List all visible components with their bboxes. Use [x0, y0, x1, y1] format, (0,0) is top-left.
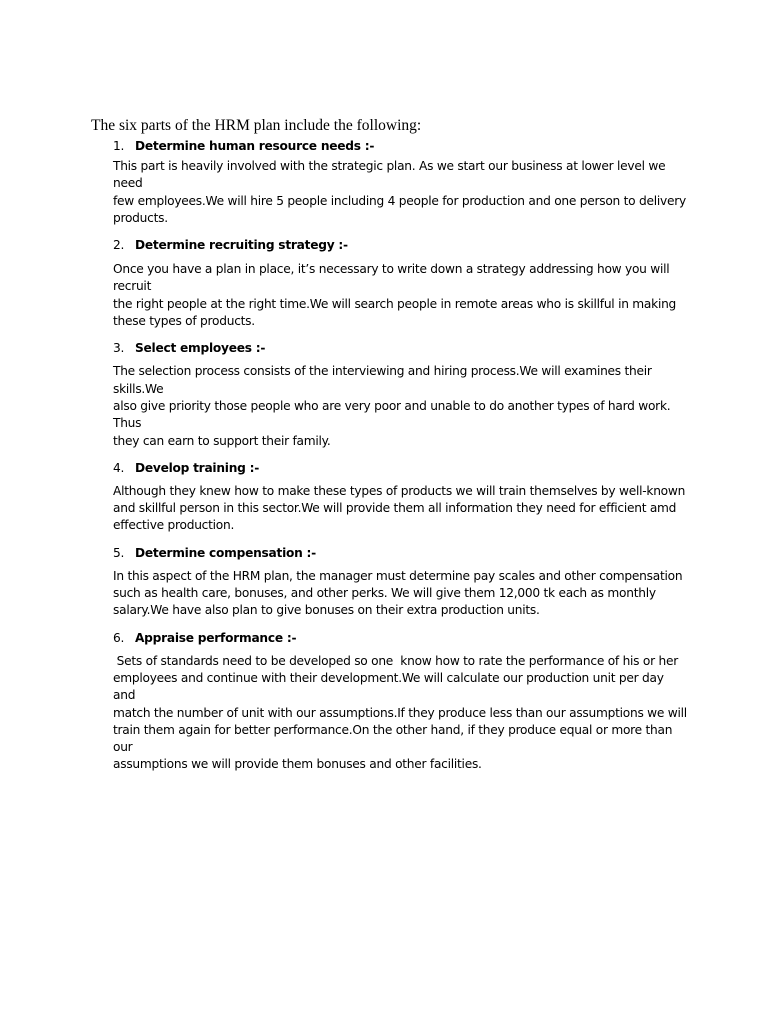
section-appraise-performance [113, 630, 688, 774]
section-body: Once you have a plan in place, it’s necessary to write down a strategy addressing how you will recruit the right people at the right time.We will search people in remote areas who is skillful in making these types of products. [113, 262, 677, 329]
section-heading [113, 340, 688, 357]
section-human-resource-needs [113, 138, 688, 227]
section-select-employees [113, 340, 688, 449]
section-number: 3. [113, 341, 125, 356]
section-heading [113, 237, 688, 254]
section-body: Sets of standards need to be developed so one know how to rate the performance of his or her employees and continue with their development.We will calculate our production unit per day and match the number of unit with our assumptions.If they produce less than our assumptions we will train them again for better performance.On the other hand, if they produce equal or more than our assumptions we will provide them bonuses and other facilities. [113, 653, 687, 772]
section-heading [113, 545, 688, 562]
section-title: Determine compensation :- [135, 545, 316, 560]
section-body: This part is heavily involved with the strategic plan. As we start our business at lower level we need few employees.We will hire 5 people including 4 people for production and one person to delivery products. [113, 159, 686, 225]
section-heading [113, 460, 688, 477]
section-title: Select employees :- [135, 341, 266, 356]
section-list [113, 138, 688, 784]
section-recruiting-strategy [113, 237, 688, 330]
section-determine-compensation [113, 545, 688, 620]
section-number: 6. [113, 630, 125, 645]
section-body: In this aspect of the HRM plan, the manager must determine pay scales and other compensation such as health care, bonuses, and other perks. We will give them 12,000 tk each as monthly salary.We have also plan to give bonuses on their extra production units. [113, 568, 683, 618]
section-title: Develop training :- [135, 460, 260, 475]
intro-heading: The six parts of the HRM plan include the following: [91, 117, 422, 134]
section-body: The selection process consists of the interviewing and hiring process.We will examines their skills.We also give priority those people who are very poor and unable to do another types of hard work. Thus they can earn to support their family. [113, 364, 671, 448]
section-title: Determine recruiting strategy :- [135, 238, 348, 253]
section-heading [113, 138, 688, 155]
section-title: Determine human resource needs :- [135, 139, 375, 153]
section-number: 5. [113, 545, 125, 560]
section-heading [113, 630, 688, 647]
section-title: Appraise performance :- [135, 630, 297, 645]
section-body: Although they knew how to make these types of products we will train themselves by well-known and skillful person in this sector.We will provide them all information they need for efficient amd effective production. [113, 483, 686, 533]
section-number: 2. [113, 238, 125, 253]
section-develop-training [113, 460, 688, 535]
section-number: 4. [113, 460, 125, 475]
section-number: 1. [113, 139, 125, 153]
